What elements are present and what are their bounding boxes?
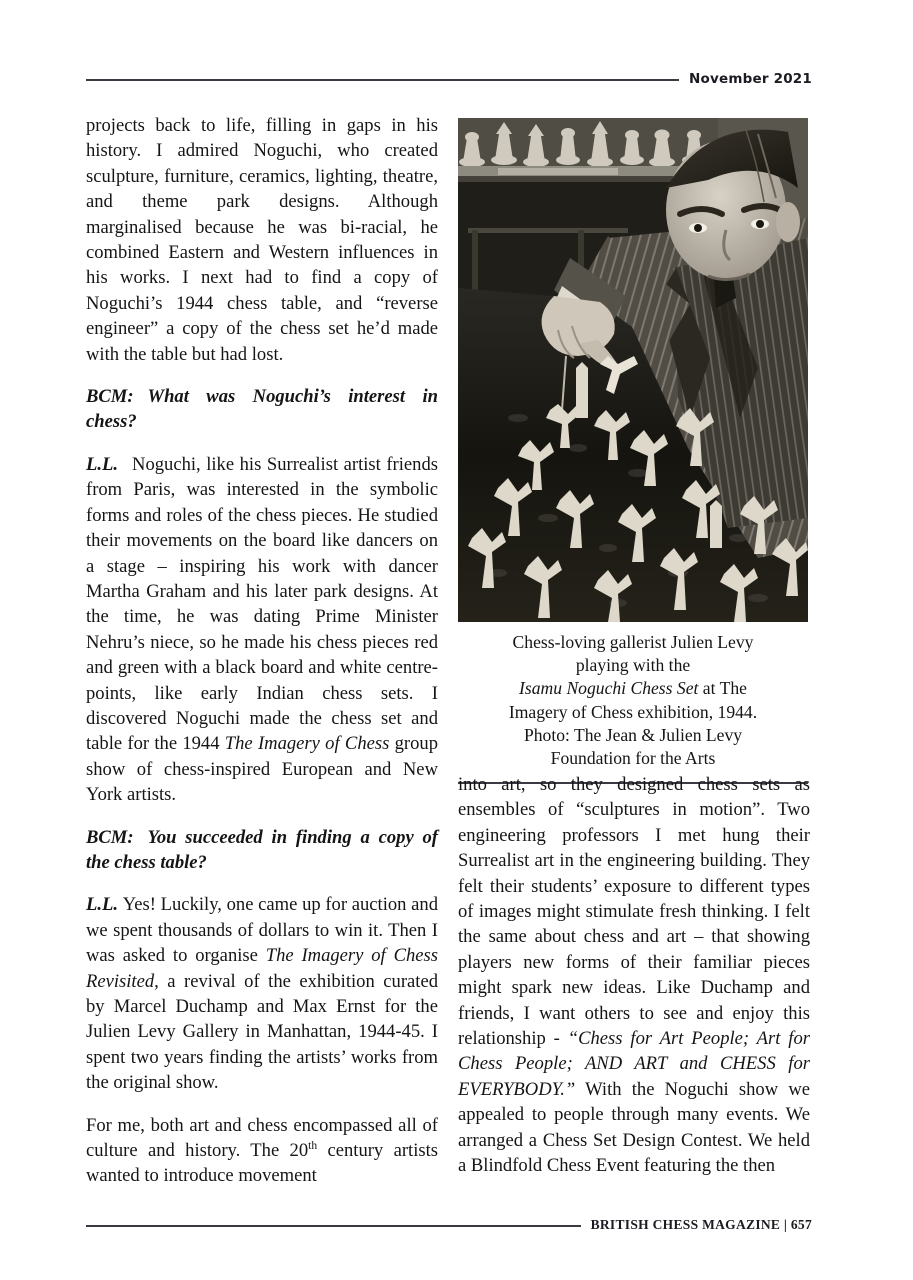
- footer-text: BRITISH CHESS MAGAZINE | 657: [590, 1217, 812, 1232]
- photograph-artwork: [458, 118, 808, 622]
- answer-1-speaker: L.L.: [86, 453, 119, 475]
- interview-question-1: [86, 384, 438, 435]
- question-2-text: You succeeded in finding a copy of the chess table?: [86, 826, 438, 873]
- question-1-text: What was Noguchi’s interest in chess?: [86, 386, 438, 433]
- photo-caption: [458, 631, 808, 770]
- caption-line-1: Chess-loving gallerist Julien Levy: [512, 632, 754, 652]
- paragraph-final-part-1: For me, both art and chess encompassed all of culture and history. The 20: [86, 1114, 438, 1162]
- question-1-speaker: BCM:: [86, 386, 134, 408]
- caption-line-3-rest: at The: [698, 678, 747, 699]
- caption-line-6: Foundation for the Arts: [550, 748, 716, 769]
- right-column-bottom: [458, 772, 810, 1179]
- footer-rule: [86, 1225, 581, 1227]
- running-head-rule: [86, 79, 679, 81]
- answer-1-text-part-2: group show of chess-inspired European and New York artists.: [86, 733, 438, 806]
- left-column: [86, 113, 438, 1189]
- right-column-top: [458, 118, 808, 784]
- ordinal-suffix: th: [308, 1139, 318, 1152]
- answer-1-text-part-1: Noguchi, like his Surrealist artist friends from Paris, was interested in the symbolic forms and roles of the chess pieces. He studied their movements on the board like dancers on a stage – inspiring his work with dancer Martha Graham and his later park designs. At the time, he was dating Prime Minister Nehru’s niece, so he made his chess pieces red and green with a black board and white centre-points, like early Indian chess sets. I discovered Noguchi made the chess set and table for the 1944: [86, 453, 438, 755]
- paragraph-continuation: projects back to life, filling in gaps in his history. I admired Noguchi, who created sculpture, furniture, ceramics, lighting, theatre, and theme park designs. Although marginalised because he was bi-racial, he combined Eastern and Western influences in his works. I next had to find a copy of Noguchi’s 1944 chess table, and “reverse engineer” a copy of the chess set he’d made with the table but had lost.: [86, 115, 438, 365]
- answer-2-text-part-2: a revival of the exhibition curated by Marcel Duchamp and Max Ernst for the Julien Levy Gallery in Manhattan, 1944-45. I spent two years finding the artists’ works from the original show.: [86, 970, 438, 1094]
- interview-question-2: [86, 825, 438, 876]
- issue-date: November 2021: [689, 71, 812, 87]
- right-paragraph-part-2: With the Noguchi show we appealed to people through many events. We arranged a Chess Set Design Contest. We held a Blindfold Chess Event featuring the then: [458, 1078, 810, 1177]
- caption-line-5: Photo: The Jean & Julien Levy: [523, 724, 743, 745]
- right-column-paragraph: [458, 772, 810, 1179]
- question-2-speaker: BCM:: [86, 826, 134, 848]
- right-paragraph-italic-quote: “Chess for Art People; Art for Chess People; AND ART and CHESS for EVERYBODY.”: [458, 1028, 810, 1100]
- page-footer: [86, 1218, 812, 1234]
- caption-line-2: playing with the: [575, 655, 691, 676]
- interview-answer-2: [86, 892, 438, 1095]
- answer-2-text-part-1: Yes! Luckily, one came up for auction and we spent thousands of dollars to win it. Then I was asked to organise: [86, 894, 438, 967]
- answer-2-speaker: L.L.: [86, 894, 119, 916]
- caption-artwork-title: Isamu Noguchi Chess Set: [519, 678, 699, 699]
- running-head: [86, 72, 812, 88]
- right-paragraph-part-1: into art, so they designed chess sets as ensembles of “sculptures in motion”. Two engineering professors I met hung their Surrealist art in the engineering building. They felt their students’ exposure to different types of images might stimulate fresh thinking. I felt the same about chess and art – that showing players new forms of their familiar pieces might spark new ideas. Like Duchamp and friends, I want others to see and enjoy this relationship -: [458, 774, 810, 1050]
- caption-line-3: [458, 677, 808, 700]
- answer-1-italic-title: The Imagery of Chess: [224, 733, 390, 755]
- caption-line-4: Imagery of Chess exhibition, 1944.: [508, 701, 758, 722]
- photograph-julien-levy: [458, 118, 808, 622]
- paragraph-final-part-2: century artists wanted to introduce movement: [86, 1140, 439, 1187]
- interview-answer-1: [86, 452, 438, 808]
- paragraph-final-left: [86, 1113, 438, 1189]
- answer-2-italic-title: The Imagery of Chess Revisited,: [86, 945, 438, 992]
